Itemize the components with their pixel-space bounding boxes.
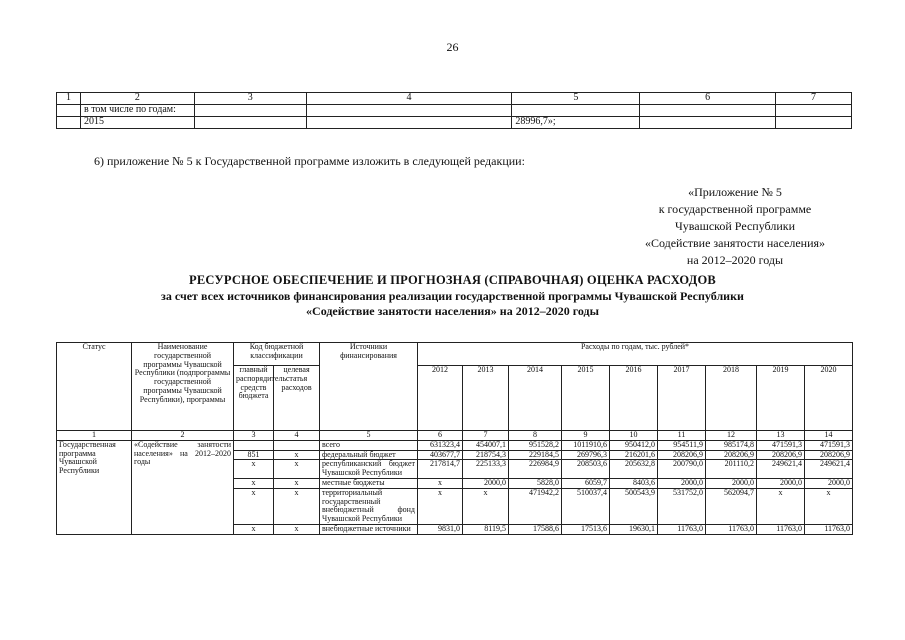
value-cell: 500543,9 [610,488,658,524]
value-cell: 2000,0 [706,478,757,488]
appendix-note-line: «Содействие занятости населения» [644,236,826,250]
value-cell: 1011910,6 [562,440,610,450]
column-number-row [57,431,853,441]
year-header: 2015 [562,366,610,431]
value-cell: 17588,6 [509,524,562,534]
value-cell: 11763,0 [658,524,706,534]
value-cell: 229184,5 [509,450,562,460]
appendix-note-line: к государственной программе [658,202,812,216]
value-cell: 2000,0 [757,478,805,488]
appendix-note-line: Чувашской Республики [674,219,796,233]
col-num: 3 [234,431,274,441]
value-cell: 510037,4 [562,488,610,524]
col-num: 5 [320,431,418,441]
value-cell: х [418,478,463,488]
value-cell: 249621,4 [757,460,805,479]
title-line-1: РЕСУРСНОЕ ОБЕСПЕЧЕНИЕ И ПРОГНОЗНАЯ (СПРАВОЧНАЯ) ОЦЕНКА РАСХОДОВ [189,273,716,287]
value-cell: 985174,8 [706,440,757,450]
value-cell: 403677,7 [418,450,463,460]
sources-header: Источники финансирования [320,343,418,431]
value-cell: 950412,0 [610,440,658,450]
value-cell: 11763,0 [805,524,853,534]
col-num: 2 [132,431,234,441]
value-cell: 205632,8 [610,460,658,479]
table-row [57,105,852,117]
value-cell: 8403,6 [610,478,658,488]
value-cell: 2000,0 [463,478,509,488]
appendix-note-line: на 2012–2020 годы [686,253,784,267]
gr-cell: х [234,488,274,524]
value-cell: 225133,3 [463,460,509,479]
program-name-cell: «Содействие занятости населения» на 2012–2020 годы [132,440,234,534]
cs-cell: х [274,488,320,524]
value-cell: 269796,3 [562,450,610,460]
value-cell: 19630,1 [610,524,658,534]
status-cell: Государственная программа Чувашской Республики [57,440,132,534]
value-cell: 471591,3 [757,440,805,450]
value-cell: х [757,488,805,524]
row-label: в том числе по годам: [80,105,194,117]
resources-table [56,342,853,535]
status-header: Статус [57,343,132,431]
year-header: 2020 [805,366,853,431]
name-header: Наименование государственной программы Чувашской Республики (подпрограммы государственной программы Чувашской Республики), программы [132,343,234,431]
year-header: 2012 [418,366,463,431]
value-cell: 11763,0 [757,524,805,534]
value-cell: 471942,2 [509,488,562,524]
value-cell: 226984,9 [509,460,562,479]
value-cell: 951528,2 [509,440,562,450]
value-cell: 8119,5 [463,524,509,534]
year-cell: 2015 [80,117,194,129]
table-row [57,117,852,129]
table-row [57,440,853,450]
value-cell: х [418,488,463,524]
year-header: 2017 [658,366,706,431]
col-num: 12 [706,431,757,441]
col-num: 7 [463,431,509,441]
value-cell: 562094,7 [706,488,757,524]
col-num: 7 [776,93,852,105]
column-number-row [57,93,852,105]
gr-cell: х [234,478,274,488]
cs-cell [274,440,320,450]
main-manager-header: главный распорядитель средств бюджета [234,366,274,431]
value-cell: 249621,4 [805,460,853,479]
source-cell: всего [320,440,418,450]
col-num: 13 [757,431,805,441]
value-cell: 5828,0 [509,478,562,488]
cs-cell: х [274,478,320,488]
cs-cell: х [274,460,320,479]
value-cell: 218754,3 [463,450,509,460]
gr-cell: х [234,460,274,479]
source-cell: федеральный бюджет [320,450,418,460]
header-row [57,343,853,366]
value-cell: 2000,0 [658,478,706,488]
col-num: 3 [194,93,306,105]
col-num: 9 [562,431,610,441]
col-num: 10 [610,431,658,441]
year-header: 2014 [509,366,562,431]
gr-cell: 851 [234,450,274,460]
col-num: 8 [509,431,562,441]
col-num: 6 [418,431,463,441]
year-header: 2018 [706,366,757,431]
page-number: 26 [446,40,459,54]
value-cell: 471591,3 [805,440,853,450]
source-cell: территориальный государственный внебюджетный фонд Чувашской Республики [320,488,418,524]
col-num: 4 [274,431,320,441]
gr-cell [234,440,274,450]
value-cell: 28996,7»; [512,117,640,129]
col-num: 4 [306,93,512,105]
value-cell: 631323,4 [418,440,463,450]
col-num: 11 [658,431,706,441]
value-cell: 216201,6 [610,450,658,460]
year-header: 2019 [757,366,805,431]
source-cell: внебюджетные источники [320,524,418,534]
year-header: 2016 [610,366,658,431]
value-cell: 11763,0 [706,524,757,534]
previous-table-continuation [56,92,852,129]
value-cell: 17513,6 [562,524,610,534]
col-num: 1 [57,431,132,441]
instruction-text: 6) приложение № 5 к Государственной программе изложить в следующей редакции: [94,154,525,168]
value-cell: 531752,0 [658,488,706,524]
col-num: 6 [640,93,776,105]
value-cell: х [805,488,853,524]
title-line-3: «Содействие занятости населения» на 2012–2020 годы [306,304,599,318]
value-cell: 2000,0 [805,478,853,488]
value-cell: 6059,7 [562,478,610,488]
col-num: 2 [80,93,194,105]
value-cell: 208206,9 [757,450,805,460]
appendix-note-line: «Приложение № 5 [688,185,782,199]
value-cell: 201110,2 [706,460,757,479]
value-cell: 208206,9 [658,450,706,460]
value-cell: 208503,6 [562,460,610,479]
value-cell: 9831,0 [418,524,463,534]
document-title [0,272,905,319]
value-cell: 217814,7 [418,460,463,479]
cs-cell: х [274,524,320,534]
gr-cell: х [234,524,274,534]
title-line-2: за счет всех источников финансирования реализации государственной программы Чувашской Республики [161,289,744,303]
value-cell: 208206,9 [805,450,853,460]
appendix-note [600,184,870,269]
expenses-header: Расходы по годам, тыс. рублей* [418,343,853,366]
value-cell: 954511,9 [658,440,706,450]
target-article-header: целевая статья расходов [274,366,320,431]
value-cell: 200790,0 [658,460,706,479]
year-header: 2013 [463,366,509,431]
value-cell: х [463,488,509,524]
code-header: Код бюджетной классификации [234,343,320,366]
col-num: 1 [57,93,81,105]
source-cell: местные бюджеты [320,478,418,488]
col-num: 14 [805,431,853,441]
value-cell: 454007,1 [463,440,509,450]
cs-cell: х [274,450,320,460]
source-cell: республиканский бюджет Чувашской Республики [320,460,418,479]
col-num: 5 [512,93,640,105]
value-cell: 208206,9 [706,450,757,460]
